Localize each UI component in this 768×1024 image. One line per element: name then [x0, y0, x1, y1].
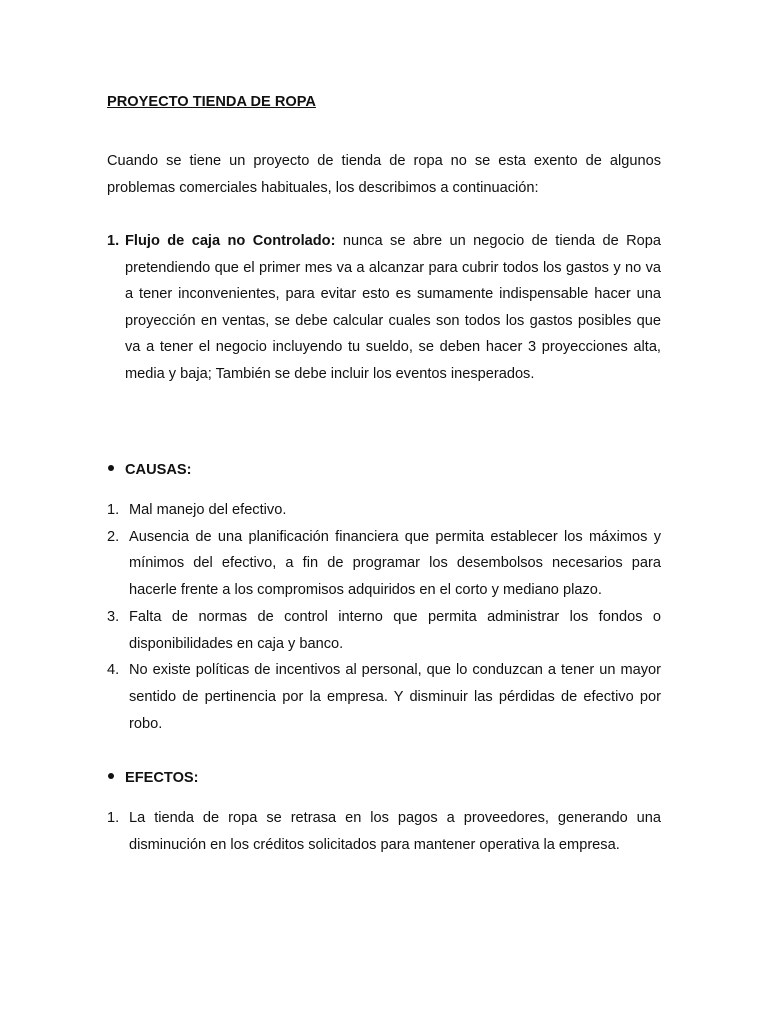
- list-item: [107, 524, 661, 604]
- list-item: [107, 805, 661, 858]
- point-1-heading: Flujo de caja no Controlado:: [125, 233, 336, 249]
- list-item-number: 3.: [107, 608, 120, 625]
- point-1-number: 1.: [107, 233, 120, 249]
- list-item: [107, 604, 661, 657]
- efectos-heading-text: EFECTOS:: [125, 770, 199, 786]
- causas-list: [107, 497, 661, 737]
- list-item-text: Ausencia de una planificación financiera que permita establecer los máximos y mínimos del efectivo, a fin de programar los desembolsos necesarios para hacerle frente a los compromisos adquiridos en el corto y mediano plazo.: [129, 528, 661, 599]
- point-1: [107, 228, 661, 387]
- point-1-text: nunca se abre un negocio de tienda de Ropa pretendiendo que el primer mes va a alcanzar para cubrir todos los gastos y no va a tener inconvenientes, para evitar esto es sumamente indispensable hacer una proyección en ventas, se debe calcular cuales son todos los gastos posibles que va a tener el negocio incluyendo tu sueldo, se deben hacer 3 proyecciones alta, media y baja; También se debe incluir los eventos inesperados.: [125, 233, 662, 382]
- efectos-heading: [107, 769, 199, 787]
- causas-heading-text: CAUSAS:: [125, 462, 192, 478]
- list-item-number: 1.: [107, 502, 120, 518]
- intro-paragraph: Cuando se tiene un proyecto de tienda de ropa no se esta exento de algunos problemas comerciales habituales, los describimos a continuación:: [107, 153, 661, 196]
- list-item-text: Mal manejo del efectivo.: [129, 502, 287, 518]
- list-item-text: La tienda de ropa se retrasa en los pagos a proveedores, generando una disminución en los créditos solicitados para mantener operativa la empresa.: [129, 810, 661, 853]
- list-item: [107, 657, 661, 737]
- point-1-body: [125, 228, 661, 387]
- document-page: [107, 0, 661, 1024]
- list-item-text: No existe políticas de incentivos al personal, que lo conduzcan a tener un mayor sentido de pertinencia por la empresa. Y disminuir las pérdidas de efectivo por robo.: [129, 662, 661, 732]
- document-title: PROYECTO TIENDA DE ROPA: [107, 94, 316, 110]
- list-item-number: 1.: [107, 810, 120, 826]
- causas-heading: [107, 461, 191, 479]
- list-item-number: 2.: [107, 528, 120, 545]
- list-item-number: 4.: [107, 662, 120, 679]
- efectos-list: [107, 805, 661, 858]
- list-item-text: Falta de normas de control interno que permita administrar los fondos o disponibilidades en caja y banco.: [129, 608, 661, 652]
- list-item: [107, 497, 661, 524]
